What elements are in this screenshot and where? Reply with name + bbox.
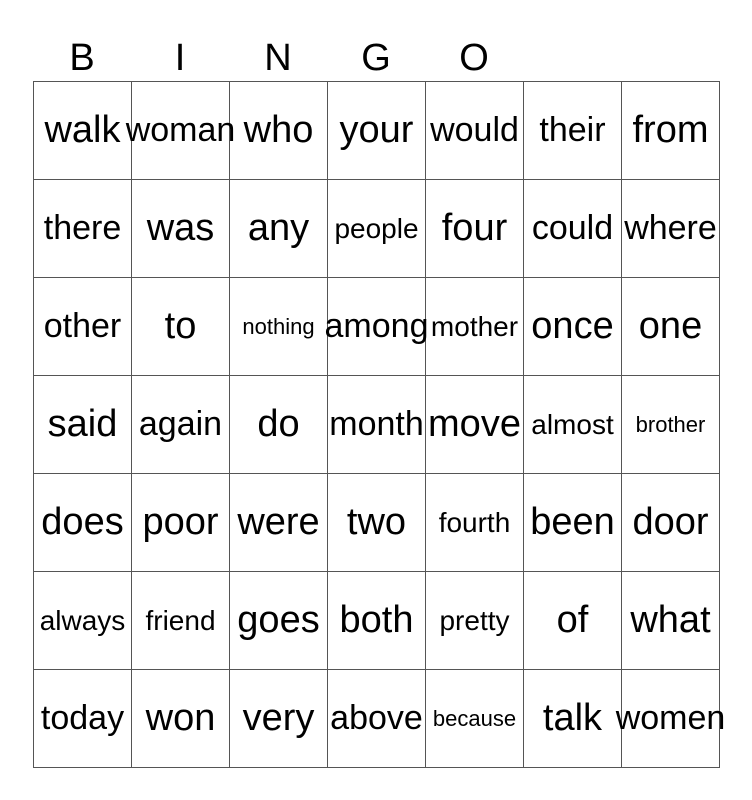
- bingo-cell: fourth: [426, 474, 524, 572]
- bingo-cell: where: [622, 180, 720, 278]
- bingo-cell: were: [230, 474, 328, 572]
- bingo-cell: was: [132, 180, 230, 278]
- bingo-cell: said: [34, 376, 132, 474]
- bingo-cell: door: [622, 474, 720, 572]
- bingo-cell: their: [524, 82, 622, 180]
- bingo-cell: women: [622, 670, 720, 768]
- bingo-cell: today: [34, 670, 132, 768]
- bingo-cell: does: [34, 474, 132, 572]
- bingo-cell: would: [426, 82, 524, 180]
- bingo-cell: won: [132, 670, 230, 768]
- bingo-cell: poor: [132, 474, 230, 572]
- bingo-cell: among: [328, 278, 426, 376]
- bingo-cell: of: [524, 572, 622, 670]
- bingo-cell: four: [426, 180, 524, 278]
- bingo-cell: move: [426, 376, 524, 474]
- header-letter-i: I: [174, 37, 186, 79]
- bingo-cell: woman: [132, 82, 230, 180]
- bingo-cell: any: [230, 180, 328, 278]
- header-letter-b: B: [69, 37, 95, 79]
- bingo-cell: people: [328, 180, 426, 278]
- header-letter-g: G: [361, 37, 391, 79]
- bingo-cell: to: [132, 278, 230, 376]
- bingo-cell: other: [34, 278, 132, 376]
- bingo-cell: been: [524, 474, 622, 572]
- bingo-cell: both: [328, 572, 426, 670]
- bingo-cell: talk: [524, 670, 622, 768]
- bingo-cell: what: [622, 572, 720, 670]
- bingo-cell: month: [328, 376, 426, 474]
- bingo-cell: again: [132, 376, 230, 474]
- bingo-cell: pretty: [426, 572, 524, 670]
- bingo-cell: friend: [132, 572, 230, 670]
- header-letter-n: N: [264, 37, 292, 79]
- header-letter-o: O: [459, 37, 489, 79]
- bingo-cell: two: [328, 474, 426, 572]
- bingo-cell: above: [328, 670, 426, 768]
- bingo-cell: always: [34, 572, 132, 670]
- bingo-cell: very: [230, 670, 328, 768]
- bingo-cell: your: [328, 82, 426, 180]
- bingo-cell: goes: [230, 572, 328, 670]
- bingo-cell: once: [524, 278, 622, 376]
- bingo-cell: nothing: [230, 278, 328, 376]
- bingo-cell: do: [230, 376, 328, 474]
- bingo-cell: could: [524, 180, 622, 278]
- bingo-cell: who: [230, 82, 328, 180]
- bingo-cell: brother: [622, 376, 720, 474]
- bingo-cell: one: [622, 278, 720, 376]
- bingo-cell: because: [426, 670, 524, 768]
- bingo-cell: mother: [426, 278, 524, 376]
- bingo-cell: walk: [34, 82, 132, 180]
- bingo-cell: almost: [524, 376, 622, 474]
- bingo-cell: from: [622, 82, 720, 180]
- bingo-grid: [33, 81, 726, 768]
- bingo-cell: there: [34, 180, 132, 278]
- bingo-header: [33, 36, 523, 80]
